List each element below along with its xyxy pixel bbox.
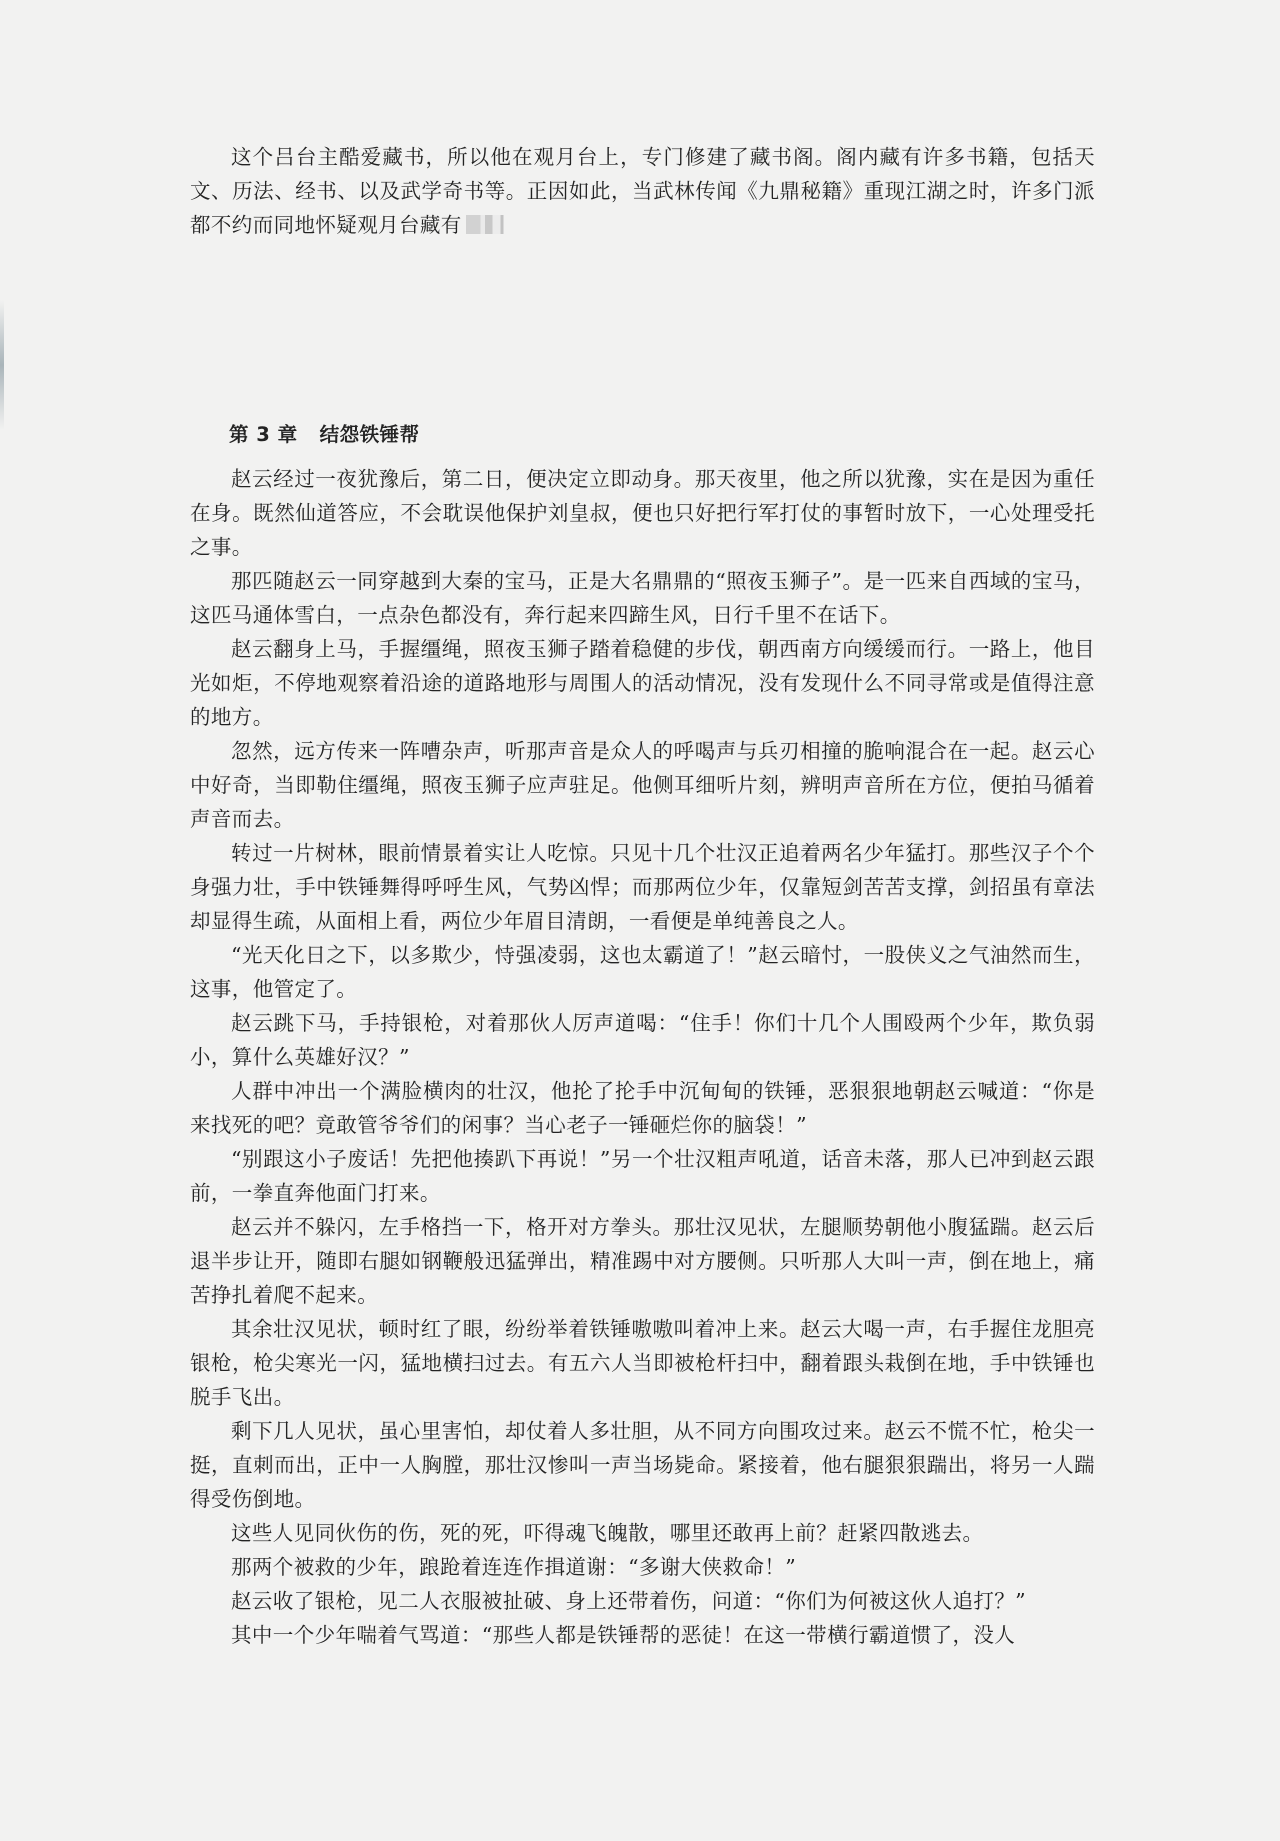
scan-edge-mark: [0, 300, 4, 430]
chapter-paragraph: 赵云跳下马，手持银枪，对着那伙人厉声道喝：“住手！你们十几个人围殴两个少年，欺负弱小，算什么英雄好汉？”: [190, 1011, 1095, 1069]
chapter-paragraph: 赵云翻身上马，手握缰绳，照夜玉狮子踏着稳健的步伐，朝西南方向缓缓而行。一路上，他目光如炬，不停地观察着沿途的道路地形与周围人的活动情况，没有发现什么不同寻常或是值得注意的地方。: [190, 637, 1095, 729]
chapter-paragraph: “别跟这小子废话！先把他揍趴下再说！”另一个壮汉粗声吼道，话音未落，那人已冲到赵云跟前，一拳直奔他面门打来。: [190, 1147, 1095, 1205]
chapter-paragraph: 这些人见同伙伤的伤，死的死，吓得魂飞魄散，哪里还敢再上前？赶紧四散逃去。: [231, 1521, 984, 1545]
chapter-paragraph: 那两个被救的少年，踉跄着连连作揖道谢：“多谢大侠救命！”: [231, 1555, 797, 1579]
chapter-paragraph: 那匹随赵云一同穿越到大秦的宝马，正是大名鼎鼎的“照夜玉狮子”。是一匹来自西域的宝马，这匹马通体雪白，一点杂色都没有，奔行起来四蹄生风，日行千里不在话下。: [190, 569, 1095, 627]
chapter-section: [190, 418, 1095, 1652]
chapter-paragraph: 其余壮汉见状，顿时红了眼，纷纷举着铁锤嗷嗷叫着冲上来。赵云大喝一声，右手握住龙胆亮银枪，枪尖寒光一闪，猛地横扫过去。有五六人当即被枪杆扫中，翻着跟头栽倒在地，手中铁锤也脱手飞出。: [190, 1317, 1095, 1409]
chapter-number: 第 3 章: [229, 423, 298, 446]
chapter-paragraph: 转过一片树林，眼前情景着实让人吃惊。只见十几个壮汉正追着两名少年猛打。那些汉子个个身强力壮，手中铁锤舞得呼呼生风，气势凶悍；而那两位少年，仅靠短剑苦苦支撑，剑招虽有章法却显得生疏，从面相上看，两位少年眉目清朗，一看便是单纯善良之人。: [190, 841, 1095, 933]
chapter-paragraph: 剩下几人见状，虽心里害怕，却仗着人多壮胆，从不同方向围攻过来。赵云不慌不忙，枪尖一挺，直刺而出，正中一人胸膛，那壮汉惨叫一声当场毙命。紧接着，他右腿狠狠踹出，将另一人踹得受伤倒地。: [190, 1419, 1095, 1511]
chapter-paragraph: 赵云经过一夜犹豫后，第二日，便决定立即动身。那天夜里，他之所以犹豫，实在是因为重任在身。既然仙道答应，不会耽误他保护刘皇叔，便也只好把行军打仗的事暂时放下，一心处理受托之事。: [190, 467, 1095, 559]
chapter-paragraph: 赵云并不躲闪，左手格挡一下，格开对方拳头。那壮汉见状，左腿顺势朝他小腹猛踹。赵云后退半步让开，随即右腿如钢鞭般迅猛弹出，精准踢中对方腰侧。只听那人大叫一声，倒在地上，痛苦挣扎着爬不起来。: [190, 1215, 1095, 1307]
redacted-text-block: [466, 215, 514, 234]
book-page: [190, 0, 1095, 1841]
intro-paragraph-text: 这个吕台主酷爱藏书，所以他在观月台上，专门修建了藏书阁。阁内藏有许多书籍，包括天文、历法、经书、以及武学奇书等。正因如此，当武林传闻《九鼎秘籍》重现江湖之时，许多门派都不约而同地怀疑观月台藏有: [190, 145, 1095, 237]
chapter-paragraph: 人群中冲出一个满脸横肉的壮汉，他抡了抡手中沉甸甸的铁锤，恶狠狠地朝赵云喊道：“你是来找死的吧？竟敢管爷爷们的闲事？当心老子一锤砸烂你的脑袋！”: [190, 1079, 1095, 1137]
intro-paragraph: [190, 140, 1095, 242]
intro-section: [190, 140, 1095, 242]
chapter-heading: [190, 418, 1095, 452]
chapter-paragraph: 其中一个少年喘着气骂道：“那些人都是铁锤帮的恶徒！在这一带横行霸道惯了，没人: [231, 1623, 1016, 1647]
chapter-paragraph: 赵云收了银枪，见二人衣服被扯破、身上还带着伤，问道：“你们为何被这伙人追打？”: [231, 1589, 1027, 1613]
chapter-paragraph: “光天化日之下，以多欺少，恃强凌弱，这也太霸道了！”赵云暗忖，一股侠义之气油然而生，这事，他管定了。: [190, 943, 1095, 1001]
chapter-paragraph: 忽然，远方传来一阵嘈杂声，听那声音是众人的呼喝声与兵刃相撞的脆响混合在一起。赵云心中好奇，当即勒住缰绳，照夜玉狮子应声驻足。他侧耳细听片刻，辨明声音所在方位，便拍马循着声音而去。: [190, 739, 1095, 831]
chapter-title: 结怨铁锤帮: [319, 423, 420, 446]
